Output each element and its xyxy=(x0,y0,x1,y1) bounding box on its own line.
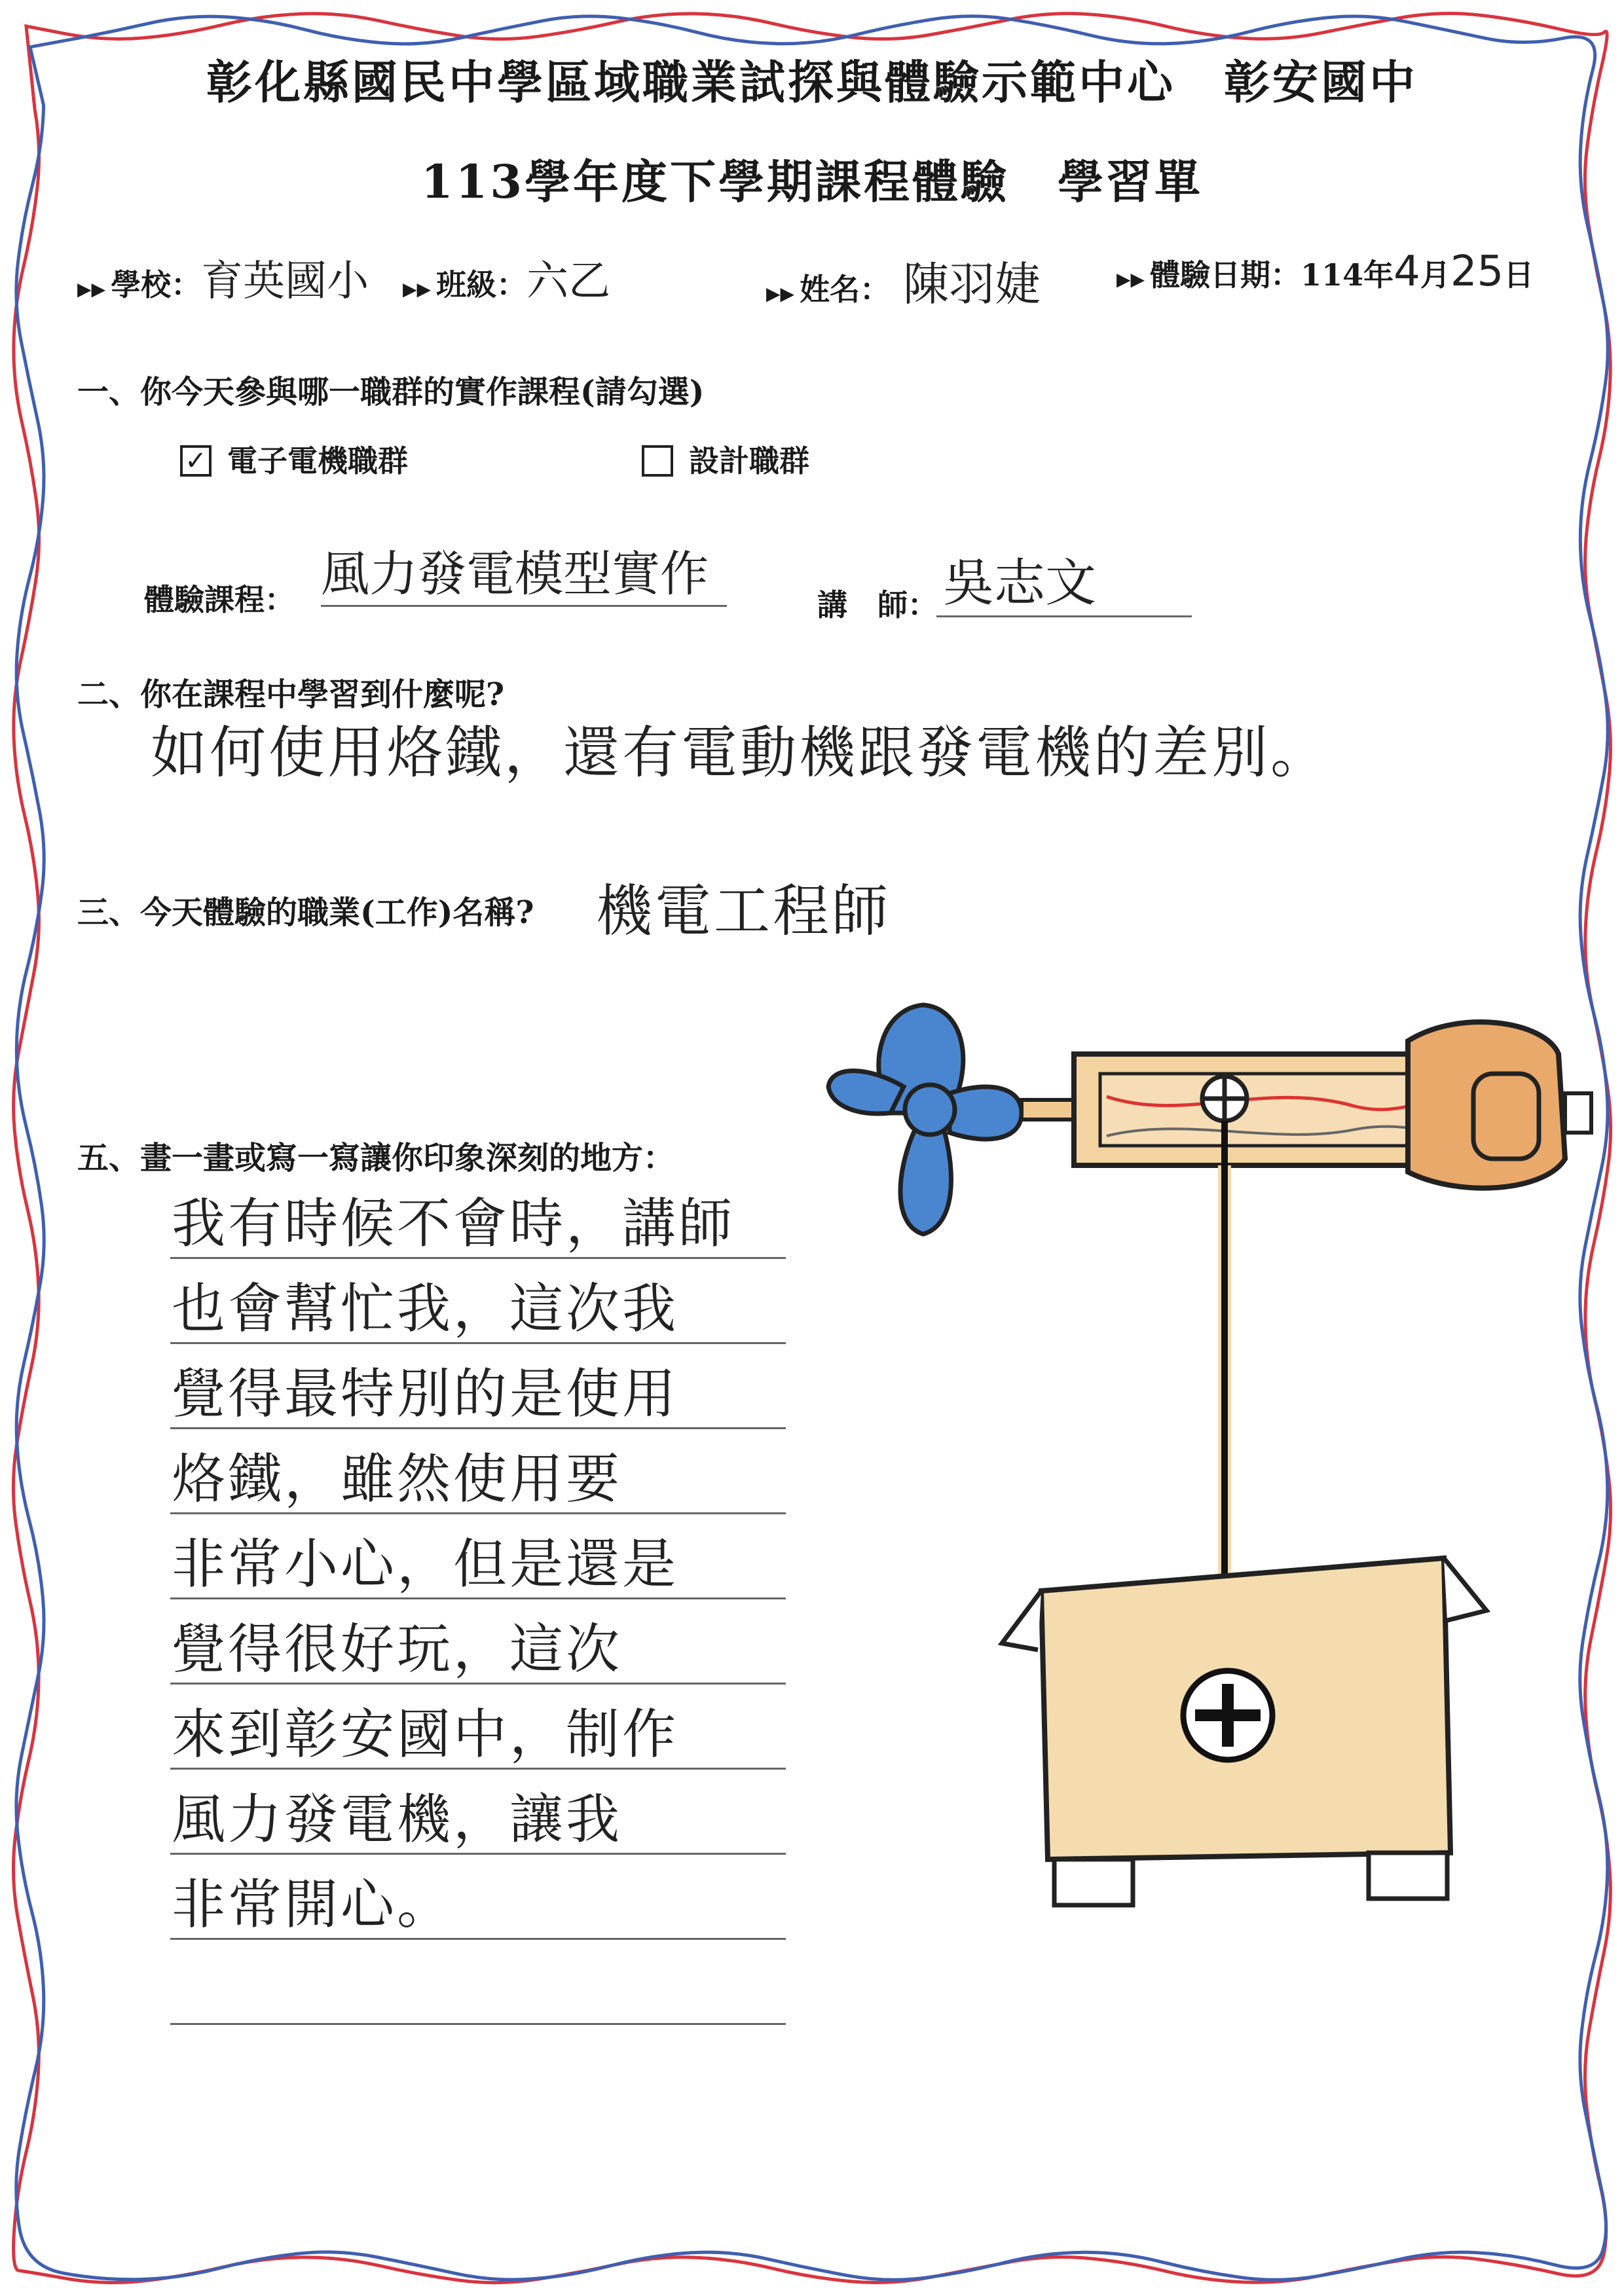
writing-line xyxy=(170,1597,786,1599)
writing-line xyxy=(170,1938,786,1940)
writing-line xyxy=(170,1427,786,1429)
date-year: 114 xyxy=(1301,257,1364,293)
school-field xyxy=(77,247,369,308)
course-label: 體驗課程： xyxy=(144,582,295,617)
motor-terminal xyxy=(1565,1093,1591,1133)
school-value: 育英國小 xyxy=(201,257,369,306)
essay-line: 覺得很好玩，這次 xyxy=(172,1618,623,1681)
base-foot-right xyxy=(1369,1853,1447,1899)
school-label: 學校： xyxy=(111,267,202,302)
base-flap-left xyxy=(1002,1591,1041,1650)
option-design-label: 設計職群 xyxy=(689,443,809,479)
essay-line: 非常小心，但是還是 xyxy=(172,1533,679,1595)
answer-3: 機電工程師 xyxy=(596,879,891,944)
checkbox-checked[interactable]: ✓ xyxy=(180,445,212,477)
class-label: 班級： xyxy=(436,267,527,302)
class-value: 六乙 xyxy=(526,257,611,306)
essay-line: 我有時候不會時，講師 xyxy=(172,1193,735,1255)
class-field xyxy=(403,247,610,308)
date-year-unit: 年 xyxy=(1363,257,1394,293)
question-2: 二、你在課程中學習到什麼呢? xyxy=(77,676,505,713)
base-flap-right xyxy=(1444,1558,1486,1620)
writing-line xyxy=(170,1853,786,1855)
name-field xyxy=(766,247,1041,314)
arrow-icon: ▶▶ xyxy=(403,278,432,300)
writing-line xyxy=(170,2023,786,2025)
answer-2: 如何使用烙鐵，還有電動機跟發電機的差別。 xyxy=(151,720,1329,786)
essay-line: 來到彰安國中，制作 xyxy=(172,1704,679,1766)
arrow-icon: ▶▶ xyxy=(77,278,106,300)
date-month-unit: 月 xyxy=(1420,257,1450,293)
date-day-unit: 日 xyxy=(1504,257,1534,293)
header-subtitle: 113學年度下學期課程體驗 學習單 xyxy=(420,155,1204,209)
option-design[interactable] xyxy=(642,437,809,481)
essay-line: 風力發電機，讓我 xyxy=(172,1789,623,1851)
date-label: 體驗日期： xyxy=(1150,257,1301,293)
date-field xyxy=(1116,247,1534,296)
date-day: 25 xyxy=(1450,247,1504,296)
writing-line xyxy=(170,1683,786,1685)
essay-line: 非常開心。 xyxy=(172,1874,454,1936)
question-3: 三、今天體驗的職業(工作)名稱? xyxy=(77,894,534,931)
question-1: 一、你今天參與哪一職群的實作課程(請勾選) xyxy=(77,374,705,410)
writing-line xyxy=(170,1257,786,1259)
writing-line xyxy=(170,1342,786,1344)
course-value: 風力發電模型實作 xyxy=(321,536,727,607)
checkbox-unchecked[interactable] xyxy=(642,445,673,477)
writing-line xyxy=(170,1512,786,1514)
option-electrical-label: 電子電機職群 xyxy=(227,443,408,479)
blade-hub xyxy=(905,1085,955,1135)
header-title: 彰化縣國民中學區域職業試探與體驗示範中心 彰安國中 xyxy=(206,55,1418,109)
motor-cap xyxy=(1408,1022,1565,1188)
teacher-value: 吳志文 xyxy=(936,542,1192,617)
essay-line: 烙鐵，雖然使用要 xyxy=(172,1448,623,1510)
name-value: 陳羽婕 xyxy=(903,257,1041,311)
turbine-shaft xyxy=(1022,1100,1074,1120)
writing-line xyxy=(170,1768,786,1770)
wind-turbine-drawing xyxy=(819,982,1604,1931)
essay-line: 覺得最特別的是使用 xyxy=(172,1363,679,1425)
option-electrical[interactable] xyxy=(180,437,408,481)
arrow-icon: ▶▶ xyxy=(766,283,795,304)
date-month: 4 xyxy=(1393,247,1420,296)
question-5: 五、畫一畫或寫一寫讓你印象深刻的地方： xyxy=(77,1140,675,1176)
teacher-label: 講 師： xyxy=(817,587,938,623)
arrow-icon: ▶▶ xyxy=(1116,268,1145,290)
base-foot-left xyxy=(1054,1859,1133,1905)
essay-line: 也會幫忙我，這次我 xyxy=(172,1278,679,1340)
name-label: 姓名： xyxy=(800,272,891,307)
